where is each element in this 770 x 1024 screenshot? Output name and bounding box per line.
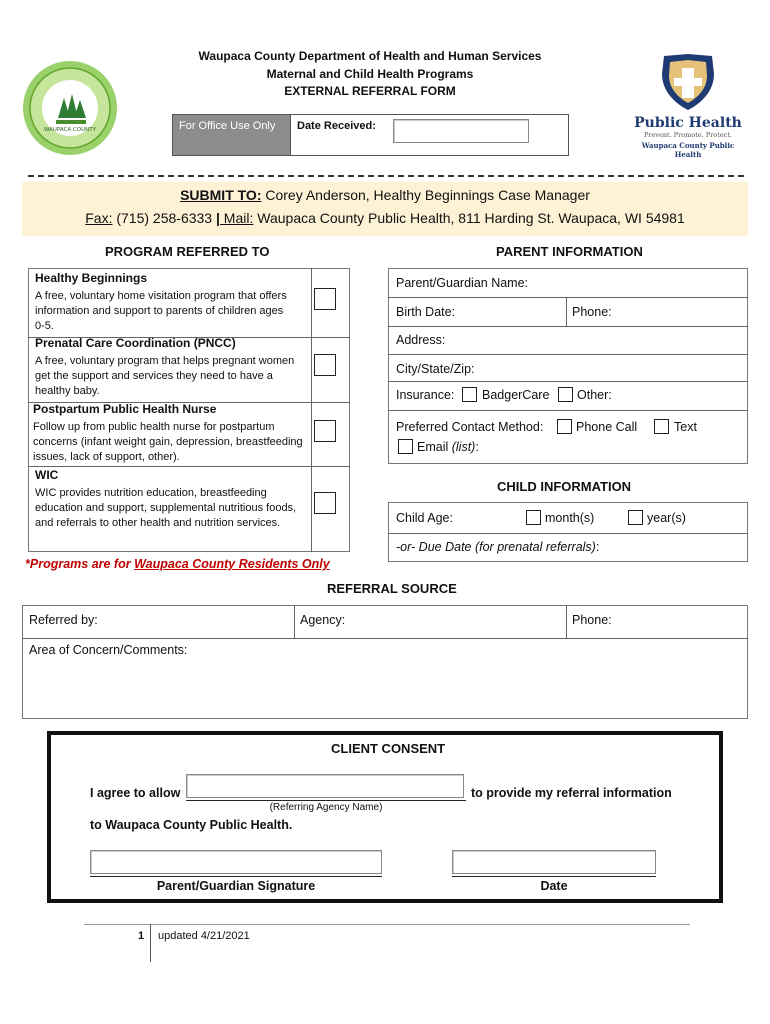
city-state-zip-label: City/State/Zip: [396,362,475,376]
fax-mail-line [22,210,748,226]
contact-method-label: Preferred Contact Method: [396,420,544,434]
email-colon: : [475,440,479,454]
email-list: (list) [451,440,476,454]
referring-agency-input[interactable] [186,774,464,798]
public-health-logo [628,52,748,159]
parent-phone-label: Phone: [572,305,612,319]
insurance-label: Insurance: [396,388,455,402]
form-title: EXTERNAL REFERRAL FORM [284,84,456,98]
consent-date-label: Date [540,879,568,893]
prenatal-text: (for prenatal referrals) [474,540,596,554]
agree-label: I agree to allow [90,786,181,800]
healthy-beginnings-checkbox[interactable] [314,288,336,310]
mail-address: Waupaca County Public Health, 811 Harding St. Waupaca, WI 54981 [253,210,685,226]
pncc-checkbox[interactable] [314,354,336,376]
date-received-input[interactable] [393,119,529,143]
wic-checkbox[interactable] [314,492,336,514]
referral-phone-label: Phone: [572,613,612,627]
badgercare-checkbox[interactable] [462,387,477,402]
note-link: Waupaca County Residents Only [134,557,330,571]
to-wcph-label: to Waupaca County Public Health. [90,818,293,832]
consent-box [47,731,723,903]
months-checkbox[interactable] [526,510,541,525]
agency-label: Agency: [300,613,346,627]
consent-heading: CLIENT CONSENT [331,741,446,756]
signature-label: Parent/Guardian Signature [156,879,316,893]
public-health-tagline: Prevent. Promote. Protect. [643,131,732,139]
text-label: Text [674,420,697,434]
text-checkbox[interactable] [654,419,669,434]
referred-by-label: Referred by: [29,613,98,627]
dashed-divider [28,175,744,177]
email-label [417,440,479,454]
provide-label: to provide my referral information [471,786,672,800]
shield-icon [628,52,748,112]
signature-input[interactable] [90,850,382,874]
office-use-box [172,114,291,156]
email-checkbox[interactable] [398,439,413,454]
office-use-label: For Office Use Only [179,120,276,132]
agency-caption: (Referring Agency Name) [269,802,383,813]
consent-date-input[interactable] [452,850,656,874]
public-health-subtitle: Waupaca County Public Health [641,141,735,159]
or-text: -or- Due Date [396,540,475,554]
fax-number: (715) 258-6333 [112,210,216,226]
page-number: 1 [138,930,145,942]
other-insurance-checkbox[interactable] [558,387,573,402]
concern-label: Area of Concern/Comments: [29,643,188,657]
birth-date-label: Birth Date: [396,305,456,319]
referral-table [22,605,748,719]
program-title: WIC [35,468,59,482]
submit-line [22,187,748,203]
due-date-colon: : [595,540,600,554]
email-text: Email [417,440,452,454]
phone-call-checkbox[interactable] [557,419,572,434]
date-received-box [290,114,569,156]
postpartum-checkbox[interactable] [314,420,336,442]
referral-heading: REFERRAL SOURCE [327,581,457,596]
program-description: A free, voluntary home visitation program that offers information and support to parents of children ages 0-5. [35,290,287,332]
child-heading: CHILD INFORMATION [497,479,632,494]
county-seal-logo [22,60,118,156]
date-received-label: Date Received: [297,120,376,132]
program-description: Follow up from public health nurse for postpartum concerns (infant weight gain, depression, breastfeeding issues, lack of support, other). [33,421,303,463]
submit-label: SUBMIT TO: [180,187,262,203]
program-heading: PROGRAM REFERRED TO [105,244,270,259]
fax-label: Fax: [85,210,113,226]
program-title: Healthy Beginnings [35,271,148,285]
months-label: month(s) [545,511,595,525]
address-label: Address: [396,333,446,347]
child-age-label: Child Age: [396,511,453,525]
note-prefix: *Programs are for [25,557,135,571]
guardian-name-label: Parent/Guardian Name: [396,276,529,290]
due-date-label [396,540,599,554]
program-description: WIC provides nutrition education, breastfeeding education and support, supplemental nutritious foods, and referrals to other health and nutrition services. [35,487,297,529]
submit-band [22,182,748,236]
residents-note [25,557,330,571]
other-insurance-label: Other: [577,388,612,402]
mail-label: Mail: [219,210,254,226]
program-title: Prenatal Care Coordination (PNCC) [35,336,236,350]
years-label: year(s) [647,511,686,525]
public-health-title: Public Health [634,115,742,131]
parent-heading: PARENT INFORMATION [496,244,643,259]
header-line-1: Waupaca County Department of Health and Human Services [198,49,542,63]
program-description: A free, voluntary program that helps pregnant women get the support and services they need to have a healthy baby. [35,355,295,397]
separator: | [216,210,220,226]
phone-call-label: Phone Call [576,420,638,434]
updated-date: updated 4/21/2021 [158,930,250,942]
program-title: Postpartum Public Health Nurse [33,402,217,416]
seal-text: WAUPACA COUNTY [44,127,96,133]
badgercare-label: BadgerCare [482,388,550,402]
years-checkbox[interactable] [628,510,643,525]
header-line-2: Maternal and Child Health Programs [266,67,474,81]
submit-contact: Corey Anderson, Healthy Beginnings Case Manager [261,187,590,203]
